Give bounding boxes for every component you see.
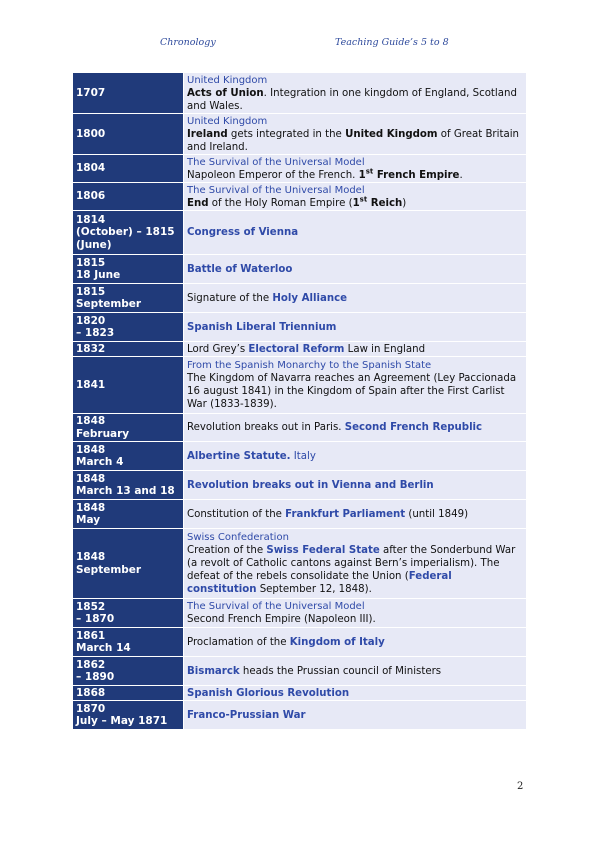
table-row [73,701,527,730]
date-line: 1815 [76,285,106,298]
row-date [73,529,184,599]
date-line: 1800 [76,127,106,140]
row-description [184,114,527,155]
row-date [73,628,184,657]
event-text-span: Proclamation of the [187,636,290,648]
table-row [73,183,527,211]
date-line: 1862 [76,658,106,671]
row-description [184,284,527,313]
date-line: 1814 [76,213,106,226]
running-header-right: Teaching Guide’s 5 to 8 [335,37,449,48]
event-text-span: Second French Republic [344,422,483,433]
row-description [184,701,527,730]
table-row [73,414,527,442]
event-text-span: Swiss Federal State [266,545,380,556]
row-event-text [187,197,523,210]
event-text-span: Congress of Vienna [187,227,299,238]
event-text-span: Second French Empire (Napoleon III). [187,614,376,625]
date-line: February [76,427,130,440]
table-row [73,211,527,255]
row-category: The Survival of the Universal Model [187,156,365,168]
row-description [184,628,527,657]
row-event-text [187,263,523,276]
row-date [73,471,184,500]
row-description [184,471,527,500]
event-text-span: 1 [352,197,360,209]
event-text-span: United Kingdom [345,128,438,140]
row-description [184,599,527,628]
row-event-text [187,709,523,722]
event-text-span: Kingdom of Italy [289,636,385,648]
row-event-text [187,87,523,113]
date-line: 1848 [76,472,106,485]
row-description [184,357,527,414]
event-text-span: of Great Britain and Ireland. [187,128,519,153]
date-line: 1820 [76,314,106,327]
date-line: 1852 [76,600,106,613]
row-category: The Survival of the Universal Model [187,601,365,612]
table-row [73,357,527,414]
event-text-span: ) [402,197,407,209]
row-event-text [187,450,523,463]
event-text-span: Electoral Reform [248,343,345,355]
event-text-span: gets integrated in the [227,128,346,140]
event-text-span: Franco-Prussian War [187,709,306,721]
table-row [73,73,527,114]
event-text-span: Signature of the [187,292,273,304]
row-event-text [187,421,523,434]
row-event-text [187,636,523,649]
row-date [73,155,184,183]
row-event-text [187,321,523,334]
row-description [184,255,527,284]
event-text-span: Italy [290,450,316,462]
row-description [184,211,527,255]
event-text-span: (until 1849) [405,508,469,520]
row-event-text [187,292,523,305]
event-text-span: st [365,167,374,176]
date-line: 18 June [76,269,121,281]
date-line: 1868 [76,686,106,699]
event-text-span: st [359,195,368,204]
event-text-span: Napoleon Emperor of the French. [187,169,359,181]
event-text-span: The Kingdom of Navarra reaches an Agreement (Ley Paccionada 16 august 1841) in the Kingdom of Spain after the First Carlist War (1833-1839). [187,373,517,410]
date-line: September [76,298,142,310]
row-date [73,114,184,155]
row-date [73,357,184,414]
row-date [73,211,184,255]
page-number: 2 [517,781,524,792]
row-date [73,73,184,114]
event-text-span: . Integration in one kingdom of England, Scotland and Wales. [187,87,517,112]
event-text-span: Spanish Glorious Revolution [187,687,350,699]
row-description [184,657,527,686]
date-line: September [76,563,142,576]
date-line: (June) [76,238,112,251]
row-description [184,313,527,342]
event-text-span: . [459,169,463,181]
row-date [73,599,184,628]
row-date [73,686,184,701]
event-text-span: Law in England [344,343,426,355]
row-event-text [187,372,523,411]
date-line: 1870 [76,702,106,715]
event-text-span: Albertine Statute. [187,450,291,462]
event-text-span: Reich [367,197,403,209]
event-text-span: Bismarck [187,665,240,677]
row-event-text [187,226,523,239]
row-date [73,313,184,342]
event-text-span: heads the Prussian council of Ministers [239,665,442,677]
row-description [184,155,527,183]
date-line: 1806 [76,190,106,203]
date-line: May [76,514,101,526]
event-text-span: Creation of the [187,545,267,556]
date-line: – 1870 [76,613,115,625]
date-line: 1861 [76,629,106,642]
row-date [73,284,184,313]
row-event-text [187,544,523,596]
event-text-span: Acts of Union [187,87,264,99]
table-row [73,284,527,313]
row-category: The Survival of the Universal Model [187,184,365,196]
table-row [73,155,527,183]
date-line: 1707 [76,86,106,99]
date-line: 1804 [76,162,106,175]
event-text-span: Lord Grey’s [187,343,249,355]
table-row [73,599,527,628]
date-line: March 14 [76,642,131,654]
row-date [73,255,184,284]
date-line: (October) – 1815 [76,226,175,239]
date-line: 1848 [76,501,106,514]
row-date [73,442,184,471]
row-category: Swiss Confederation [187,532,289,543]
row-event-text [187,479,523,492]
row-description [184,342,527,357]
date-line: 1848 [76,551,106,563]
table-row [73,529,527,599]
table-row [73,313,527,342]
date-line: 1832 [76,342,106,355]
row-description [184,500,527,529]
date-line: 1815 [76,256,106,269]
chronology-table [72,72,527,730]
row-date [73,183,184,211]
date-line: – 1823 [76,327,115,339]
row-category: United Kingdom [187,74,268,86]
date-line: 1848 [76,415,106,427]
running-header-left: Chronology [160,37,216,48]
row-event-text [187,169,523,182]
row-event-text [187,665,523,678]
row-category: United Kingdom [187,115,268,127]
row-description [184,183,527,211]
table-row [73,628,527,657]
row-event-text [187,343,523,356]
row-description [184,442,527,471]
table-row [73,471,527,500]
date-line: March 4 [76,456,124,468]
event-text-span: 1 [358,169,366,181]
event-text-span: Constitution of the [187,508,286,520]
date-line: March 13 and 18 [76,485,175,497]
event-text-span: September 12, 1848). [256,584,372,595]
row-date [73,414,184,442]
table-row [73,114,527,155]
row-description [184,686,527,701]
date-line: 1841 [76,378,106,391]
row-event-text [187,128,523,154]
table-row [73,657,527,686]
row-date [73,500,184,529]
date-line: 1848 [76,443,106,456]
date-line: – 1890 [76,671,115,683]
event-text-span: Frankfurt Parliament [285,508,406,520]
event-text-span: French Empire [373,169,460,181]
row-date [73,657,184,686]
row-category: From the Spanish Monarchy to the Spanish State [187,360,432,371]
row-date [73,701,184,730]
event-text-span: End [187,197,209,209]
event-text-span: after the Sonderbund War (a revolt of Catholic cantons against Bern’s imperialism). The defeat of the rebels consolidate the Union ( [187,545,516,582]
row-date [73,342,184,357]
event-text-span: of the Holy Roman Empire ( [208,197,353,209]
row-description [184,73,527,114]
row-event-text [187,687,523,700]
table-row [73,686,527,701]
event-text-span: Battle of Waterloo [187,263,293,275]
table-row [73,255,527,284]
event-text-span: Spanish Liberal Triennium [187,321,337,333]
event-text-span: Ireland [187,128,228,140]
row-event-text [187,508,523,521]
date-line: July – May 1871 [76,715,168,727]
event-text-span: Revolution breaks out in Paris. [187,422,345,433]
event-text-span: Holy Alliance [272,292,348,304]
table-row [73,342,527,357]
table-row [73,500,527,529]
row-event-text [187,613,523,626]
table-row [73,442,527,471]
event-text-span: Federal constitution [187,571,452,595]
event-text-span: Revolution breaks out in Vienna and Berlin [187,479,434,491]
row-description [184,414,527,442]
row-description [184,529,527,599]
